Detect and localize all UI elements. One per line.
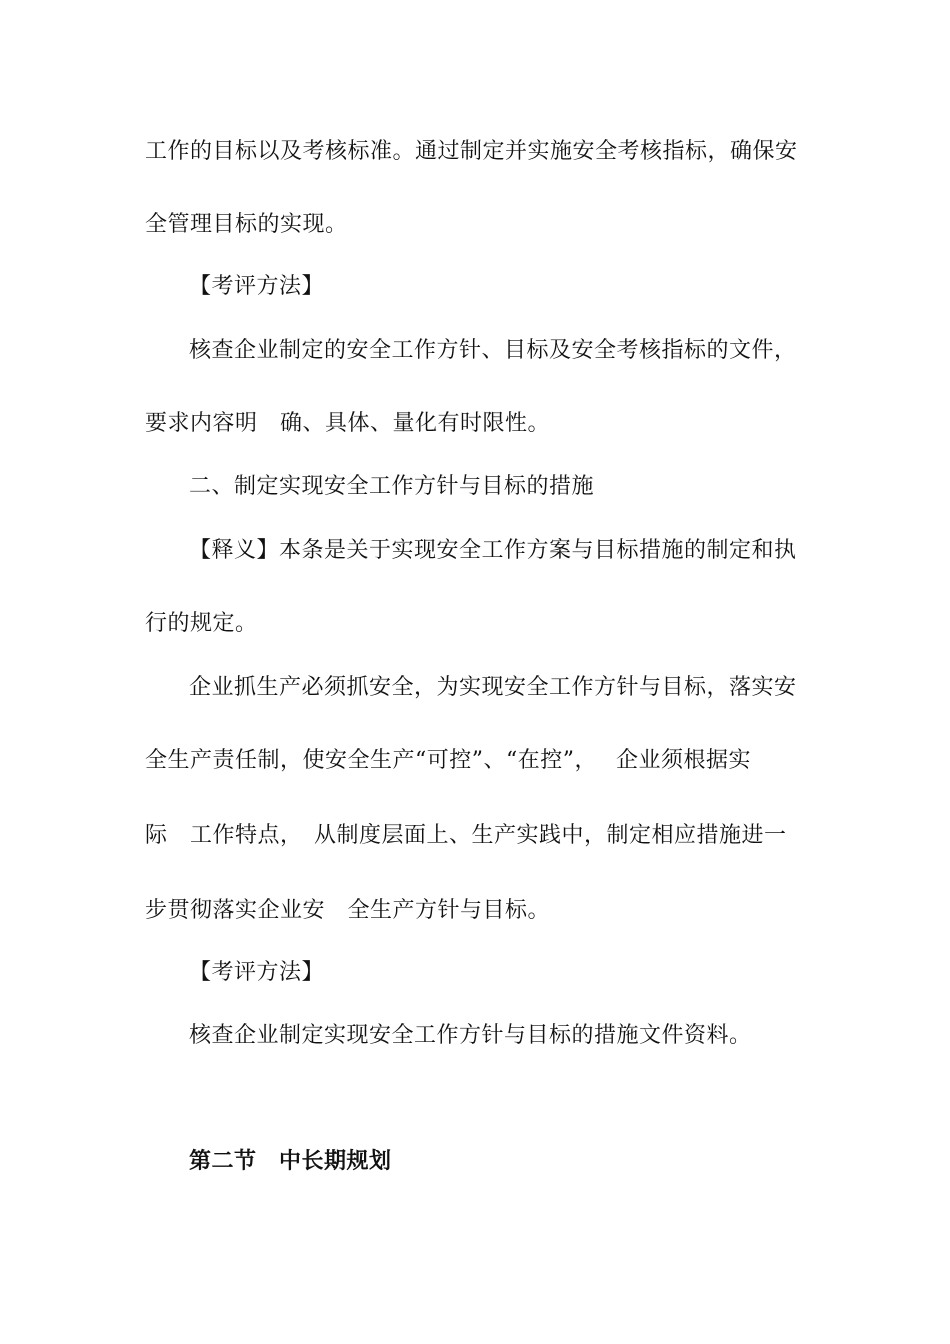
paragraph-line: 际 工作特点， 从制度层面上、生产实践中，制定相应措施进一 <box>145 823 787 848</box>
section-label: 【考评方法】 <box>189 274 325 299</box>
paragraph-line: 步贯彻落实企业安 全生产方针与目标。 <box>145 898 551 923</box>
section-label: 【考评方法】 <box>189 960 325 985</box>
paragraph-line: 工作的目标以及考核标准。通过制定并实施安全考核指标，确保安 <box>145 139 798 164</box>
paragraph-line: 核查企业制定实现安全工作方针与目标的措施文件资料。 <box>189 1023 752 1048</box>
paragraph-line: 全生产责任制，使安全生产“可控”、“在控”， 企业须根据实 <box>145 748 751 773</box>
paragraph-line: 要求内容明 确、具体、量化有时限性。 <box>145 411 551 436</box>
paragraph-line: 全管理目标的实现。 <box>145 212 348 237</box>
paragraph-line: 企业抓生产必须抓安全，为实现安全工作方针与目标，落实安 <box>189 675 797 700</box>
paragraph-line: 【释义】本条是关于实现安全工作方案与目标措施的制定和执 <box>189 538 797 563</box>
section-heading: 第二节 中长期规划 <box>189 1149 392 1174</box>
paragraph-line: 核查企业制定的安全工作方针、目标及安全考核指标的文件， <box>189 338 797 363</box>
subsection-heading: 二、制定实现安全工作方针与目标的措施 <box>189 474 595 499</box>
paragraph-line: 行的规定。 <box>145 611 258 636</box>
